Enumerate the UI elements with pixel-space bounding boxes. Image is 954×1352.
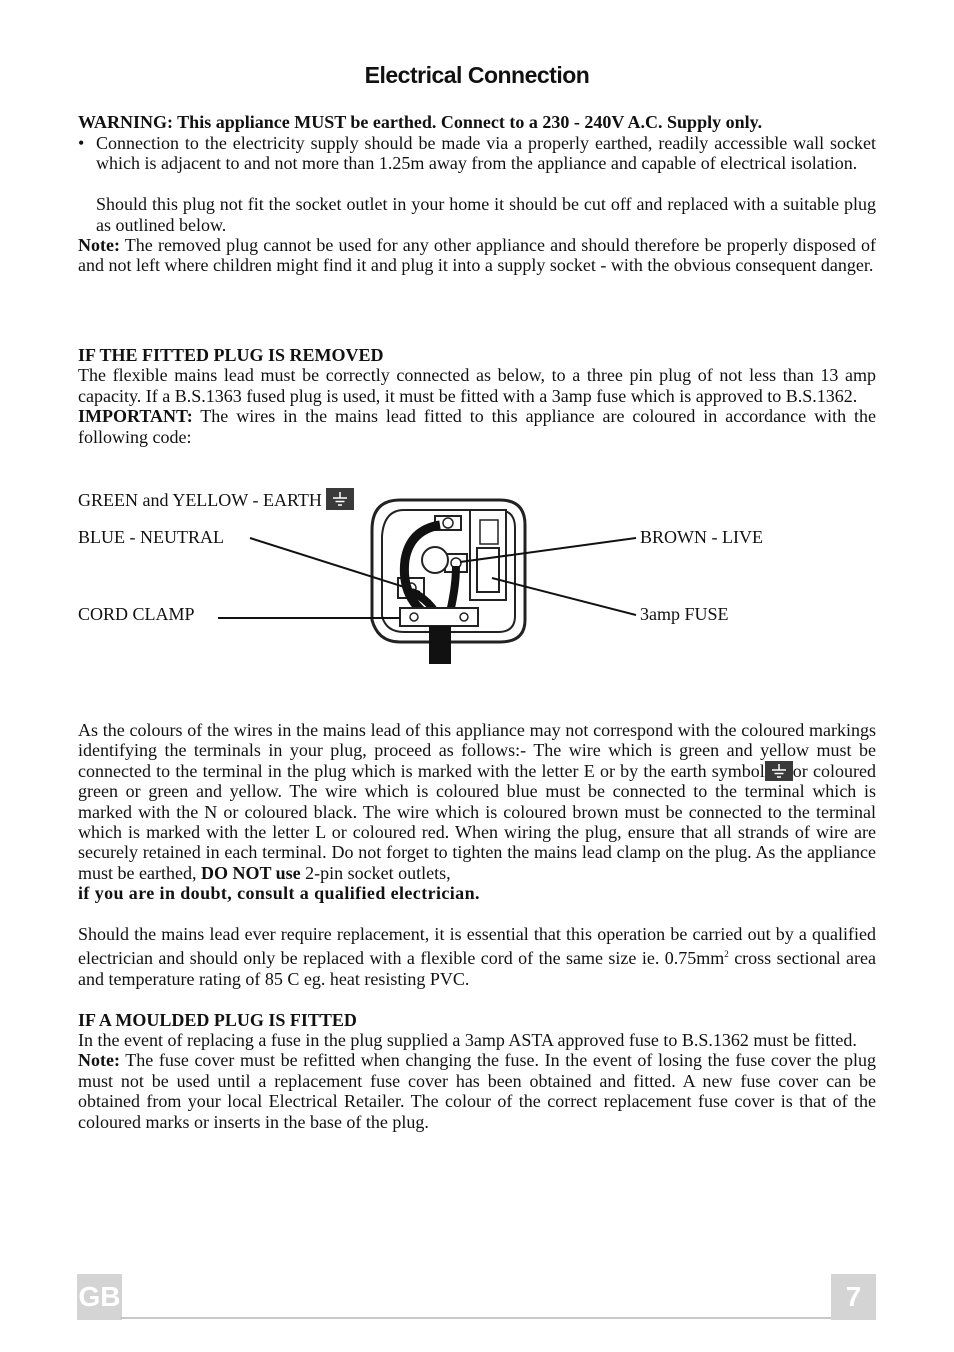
- moulded-plug-text: In the event of replacing a fuse in the plug supplied a 3amp ASTA approved fuse to B.S.1362 must be fitted.: [78, 1030, 857, 1051]
- note-label: Note:: [78, 1050, 120, 1071]
- label-live: BROWN - LIVE: [640, 527, 763, 547]
- connection-section: [78, 133, 876, 276]
- earth-symbol-icon: [765, 761, 793, 781]
- earth-symbol-icon: [326, 488, 354, 510]
- note-label: Note:: [78, 235, 120, 256]
- replacement-text-b: cross sectional area and temperature rating of 85 C eg. heat resisting PVC.: [78, 948, 876, 989]
- important-label: IMPORTANT:: [78, 406, 193, 427]
- removed-plug-section: [78, 345, 876, 447]
- note-removed-plug: [78, 235, 876, 276]
- do-not-use-text: DO NOT use: [200, 862, 301, 883]
- label-earth-row: [78, 488, 354, 511]
- label-fuse: 3amp FUSE: [640, 604, 729, 624]
- wire-colours-text-b: or coloured green or green and yellow. The wire which is coloured blue must be connected to the terminal which is marked with the N or coloured black. The wire which is coloured brown must be connected to the terminal which is marked with the letter L or coloured red. When wiring the plug, ensure that all strands of wire are securely retained in each terminal. Do not forget to tighten the mains lead clamp on the plug. As the appliance must be earthed,: [78, 760, 876, 883]
- language-badge: GB: [77, 1274, 122, 1320]
- plug-fit-paragraph: Should this plug not fit the socket outlet in your home it should be cut off and replaced with a suitable plug as outlined below.: [96, 194, 876, 235]
- label-neutral: BLUE - NEUTRAL: [78, 527, 224, 547]
- plug-wiring-diagram: [0, 480, 954, 680]
- warning-text: WARNING: This appliance MUST be earthed. Connect to a 230 - 240V A.C. Supply only.: [78, 112, 763, 132]
- connection-paragraph: Connection to the electricity supply should be made via a properly earthed, readily accessible wall socket which is adjacent to and not more than 1.25m away from the appliance and capable of electrical isolation.: [96, 133, 876, 174]
- important-paragraph: [78, 406, 876, 447]
- label-earth: GREEN and YELLOW - EARTH: [78, 490, 322, 510]
- page-number: 7: [831, 1274, 876, 1320]
- note-fuse-cover: [78, 1050, 876, 1132]
- wire-colours-text-c: 2-pin socket outlets,: [300, 862, 451, 883]
- bullet-marker: •: [78, 133, 85, 153]
- heading-moulded-plug: IF A MOULDED PLUG IS FITTED: [78, 1009, 357, 1030]
- wire-colours-section: [78, 720, 876, 1132]
- note-text: The fuse cover must be refitted when changing the fuse. In the event of losing the fuse cover the plug must not be used until a replacement fuse cover has been obtained and fitted. A new fuse cover can be obtained from your local Electrical Retailer. The colour of the correct replacement fuse cover is that of the coloured marks or inserts in the base of the plug.: [78, 1050, 876, 1132]
- wire-colours-text-a: As the colours of the wires in the mains lead of this appliance may not correspond with the coloured markings identifying the terminals in your plug, proceed as follows:- The wire which is green and yellow must be connected to the terminal in the plug which is marked with the letter E or by the earth symbol: [78, 720, 876, 781]
- page-title: Electrical Connection: [364, 62, 590, 88]
- replacement-text-a: Should the mains lead ever require replacement, it is essential that this operation be carried out by a qualified electrician and should only be replaced with a flexible cord of the same size ie. 0.75mm: [78, 924, 876, 969]
- consult-electrician-text: if you are in doubt, consult a qualified electrician.: [78, 883, 480, 904]
- important-text: The wires in the mains lead fitted to this appliance are coloured in accordance with the following code:: [78, 406, 876, 447]
- wire-colours-paragraph: [78, 720, 876, 883]
- superscript-2: 2: [724, 949, 729, 960]
- heading-plug-removed: IF THE FITTED PLUG IS REMOVED: [78, 345, 384, 365]
- footer-divider: [120, 1317, 832, 1319]
- replacement-paragraph: [78, 924, 876, 989]
- note-text: The removed plug cannot be used for any other appliance and should therefore be properly disposed of and not left where children might find it and plug it into a supply socket - with the obvious consequent danger.: [78, 235, 876, 276]
- label-cord-clamp: CORD CLAMP: [78, 604, 195, 624]
- removed-plug-text: The flexible mains lead must be correctly connected as below, to a three pin plug of not less than 13 amp capacity. If a B.S.1363 fused plug is used, it must be fitted with a 3amp fuse which is approved to B.S.1362.: [78, 365, 876, 406]
